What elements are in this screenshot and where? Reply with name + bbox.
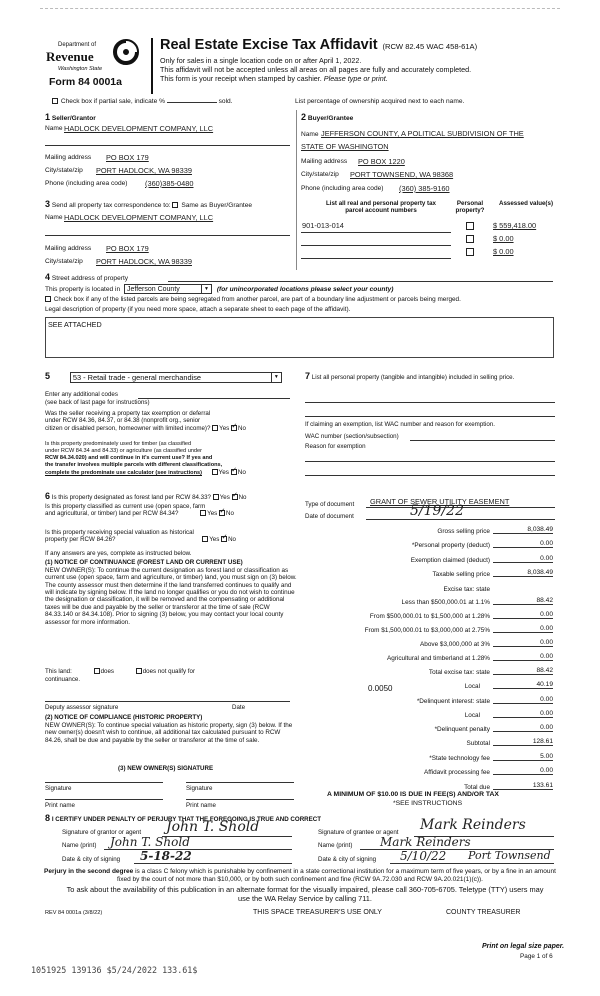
no-label: No [238, 494, 247, 501]
county-select[interactable] [124, 284, 212, 294]
calc-label: *Delinquent interest: state [416, 698, 490, 705]
does-checkbox[interactable] [94, 668, 100, 674]
q2-line1: Is this property predominately used for timber (as classified [45, 441, 192, 447]
street-address-row [45, 272, 128, 282]
sec5-q2 [45, 441, 295, 477]
county-row [45, 284, 393, 294]
buyer-heading [301, 112, 353, 122]
deputy-label: Deputy assessor signature [45, 704, 119, 711]
partial-sale-label: Check box if partial sale, indicate % [60, 98, 165, 105]
grantee-sig-label: Signature of grantee or agent [318, 829, 399, 836]
legal-description-text: SEE ATTACHED [48, 320, 102, 329]
grantor-date-label: Date & city of signing [62, 856, 121, 863]
grantee-signature[interactable]: Mark Reinders [420, 817, 526, 833]
notice-1-body: NEW OWNER(S): To continue the current designation as forest land or classification as current use (open space, farm and agriculture, or timber) land, you must sign on (3) below. The county assessor must then determine if the land transferred continues to qualify and will indicate by signing below. If the land no longer qualifies or you do not wish to continue the designation or classification, it will be removed and the compensating or additional taxes will be due and payable by the seller or transferor at the time of sale (RCW 84.33.140 or 84.34.108). Prior to signing (3) below, you may contact your local county assessor for more information. [45, 567, 297, 626]
continuance-label: continuance. [45, 676, 81, 683]
perjury-bold: Perjury in the second degree [44, 868, 134, 875]
notice-1-heading: (1) NOTICE OF CONTINUANCE (FOREST LAND OR CURRENT USE) [45, 559, 243, 566]
this-land-label: This land: [45, 668, 72, 675]
historic-yes-checkbox[interactable] [202, 536, 208, 542]
calc-label: Gross selling price [437, 528, 490, 535]
signature-label: Signature [45, 785, 72, 792]
grantor-date[interactable]: 5-18-22 [140, 849, 192, 863]
sec5-q1 [45, 410, 295, 432]
corr-name-label: Name [45, 214, 63, 221]
parcel-number[interactable]: 901-013-014 [302, 221, 344, 230]
sec6-q2-line2: and agricultural, or timber) land per RCW 84.34? [45, 510, 179, 518]
sec6-q3-line1: Is this property receiving special valuation as historical [45, 529, 194, 536]
corr-name-field[interactable]: HADLOCK DEVELOPMENT COMPANY, LLC [64, 213, 214, 222]
county-label: This property is located in [45, 285, 121, 293]
calc-label: Taxable selling price [432, 571, 490, 578]
doc-type-field[interactable]: GRANT OF SEWER UTILITY EASEMENT [370, 497, 510, 506]
new-owner-sig-line-1 [45, 782, 163, 783]
doc-type-label: Type of document [305, 501, 355, 508]
personal-property-checkbox[interactable] [466, 248, 474, 256]
reason-line-1 [305, 461, 555, 462]
buyer-mail-field[interactable]: PO BOX 1220 [358, 157, 405, 166]
grantee-date[interactable]: 5/10/22 [400, 849, 447, 863]
new-owner-name-line-2 [186, 799, 294, 800]
corr-mail-field[interactable]: PO BOX 179 [106, 244, 149, 253]
page-number: Page 1 of 6 [520, 953, 553, 960]
corr-city-label: City/state/zip [45, 258, 83, 265]
calc-label: Agricultural and timberland at 1.28% [386, 655, 490, 662]
grantor-name-label: Name (print) [62, 842, 97, 849]
buyer-num: 2 [301, 112, 307, 122]
yes-label: Yes [207, 510, 218, 518]
header-divider [151, 38, 153, 94]
scan-artifact-line [40, 8, 560, 9]
assessed-col-header: Assessed value(s) [499, 200, 553, 207]
calc-label: Affidavit processing fee [424, 769, 490, 776]
calc-value[interactable]: 0.00 [493, 724, 553, 732]
parcel-row [301, 221, 561, 233]
q1-no-checkbox[interactable] [231, 425, 237, 431]
grantee-date-label: Date & city of signing [318, 856, 377, 863]
buyer-city-label: City/state/zip [301, 171, 339, 178]
seller-heading-text: Seller/Grantor [51, 115, 96, 122]
new-owner-name-line-1 [45, 799, 163, 800]
sec6-q3 [45, 529, 295, 544]
county-treasurer: COUNTY TREASURER [446, 909, 521, 916]
calc-label: *Delinquent penalty [434, 726, 490, 733]
q1-line1: Was the seller receiving a property tax exemption or deferral [45, 410, 211, 417]
seller-mail-field[interactable]: PO BOX 179 [106, 153, 149, 162]
minimum-due-note: A MINIMUM OF $10.00 IS DUE IN FEE(S) AND/OR TAX [327, 791, 499, 798]
partial-sale-row [52, 98, 233, 105]
grantor-signature[interactable]: John T. Shold [166, 819, 260, 835]
partial-sale-checkbox[interactable] [52, 98, 58, 104]
grantee-date-line [390, 863, 554, 864]
sec8-num: 8 [45, 813, 51, 823]
q2-line5: complete the predominate use calculator (see instructions) [45, 469, 202, 476]
no-label: No [237, 468, 246, 476]
calc-label: Exemption claimed (deduct) [410, 557, 490, 564]
calc-value[interactable]: 0.00 [493, 639, 553, 647]
calc-label: Excise tax: state [443, 586, 490, 593]
see-instructions: *SEE INSTRUCTIONS [393, 800, 463, 807]
q1-yes-checkbox[interactable] [212, 425, 218, 431]
calc-value[interactable]: 8,038.49 [493, 569, 553, 577]
title-rcw: (RCW 82.45 WAC 458-61A) [382, 42, 478, 51]
chevron-down-icon: ▼ [201, 285, 211, 294]
grantor-date-line [134, 863, 292, 864]
header-note-2: This affidavit will not be accepted unless all areas on all pages are fully and accurately completed. [160, 65, 472, 74]
codes-label: Enter any additional codes [45, 391, 118, 398]
notice-2-body: NEW OWNER(S): To continue special valuation as historic property, sign (3) below. If the new owner(s) doesn't wish to continue, all additional tax calculated pursuant to RCW 84.26, shall be due and payable by the seller or transferor at the time of sale. [45, 722, 293, 744]
calc-value[interactable]: 0.00 [493, 625, 553, 633]
calc-value[interactable]: 0.00 [493, 611, 553, 619]
sec6-num: 6 [45, 491, 51, 501]
calc-value[interactable]: 128.61 [493, 738, 553, 746]
notice-3-heading: (3) NEW OWNER(S) SIGNATURE [118, 765, 214, 772]
land-use-select[interactable] [70, 372, 282, 383]
deputy-line [45, 701, 290, 702]
yes-label: Yes [219, 494, 230, 501]
wac-instruction: If claiming an exemption, list WAC number and reason for exemption. [305, 421, 495, 428]
parcel-row [301, 234, 561, 246]
grantee-city[interactable]: Port Townsend [468, 849, 551, 862]
sec6-q2-line1: Is this property classified as current use (open space, farm [45, 503, 206, 510]
revenue-wordmark: Revenue [46, 49, 94, 64]
q2-yes-checkbox[interactable] [212, 469, 218, 475]
grantor-name-line [104, 849, 292, 850]
buyer-heading-text: Buyer/Grantee [307, 115, 354, 122]
note3-b: Please type or print. [323, 74, 388, 83]
calc-label: Total excise tax: state [428, 669, 490, 676]
corr-mail-label: Mailing address [45, 245, 92, 252]
sec6-q1 [45, 491, 246, 502]
no-label: No [226, 510, 234, 518]
does-not-label: does not qualify for [142, 668, 196, 675]
sec7-body: List all personal property (tangible and intangible) included in selling price. [311, 374, 515, 381]
corr-label: Send all property tax correspondence to: [51, 202, 171, 209]
no-label: No [238, 424, 246, 432]
seller-name-label: Name [45, 125, 63, 132]
yes-label: Yes [209, 536, 220, 544]
no-label: No [228, 536, 236, 544]
yes-label: Yes [218, 468, 229, 476]
sec7-line-1 [305, 402, 555, 403]
calc-value[interactable]: 8,038.49 [493, 526, 553, 534]
same-as-buyer-label: Same as Buyer/Grantee [181, 202, 253, 209]
doc-date-line [366, 519, 555, 520]
parcel-col-header: List all real and personal property tax parcel account numbers [325, 200, 437, 215]
q2-no-checkbox[interactable] [231, 469, 237, 475]
sec6-q3-line2: property per RCW 84.26? [45, 536, 116, 544]
q2-line3: RCW 84.34.020) and will continue in it's current use? If yes and [45, 454, 213, 461]
yes-label: Yes [219, 424, 230, 432]
local-rate: 0.0050 [368, 684, 393, 693]
header-note-1: Only for sales in a single location code on or after April 1, 2022. [160, 56, 362, 65]
cert-text: I CERTIFY UNDER PENALTY OF PERJURY THAT THE FOREGOING IS TRUE AND CORRECT [51, 816, 322, 823]
calc-label: Local [464, 683, 480, 690]
perjury-statement [40, 868, 560, 884]
street-line [168, 281, 553, 282]
signature-label: Signature [186, 785, 213, 792]
column-divider [296, 110, 297, 270]
calc-value[interactable]: 0.00 [493, 767, 553, 775]
wac-number-line [410, 440, 555, 441]
does-not-checkbox[interactable] [136, 668, 142, 674]
header-note-3 [160, 75, 388, 84]
does-label: does [100, 668, 114, 675]
current-use-yes-checkbox[interactable] [200, 510, 206, 516]
seller-num: 1 [45, 112, 51, 122]
sec6-q1-text: Is this property designated as forest land per RCW 84.33? [51, 494, 211, 501]
calc-label: Subtotal [466, 740, 490, 747]
seller-phone-label: Phone (including area code) [45, 180, 128, 187]
form-title [160, 37, 477, 53]
segregate-label: Check box if any of the listed parcels are being segregated from another parcel, are part of a boundary line adjustment or parcels being merged. [53, 296, 461, 303]
current-use-no-checkbox[interactable] [219, 510, 225, 516]
same-as-buyer-checkbox[interactable] [172, 202, 178, 208]
calc-label: From $500,000.01 to $1,500,000 at 1.28% [369, 613, 490, 620]
buyer-name-field-2[interactable]: STATE OF WASHINGTON [301, 142, 389, 151]
historic-no-checkbox[interactable] [221, 536, 227, 542]
corr-num: 3 [45, 199, 51, 209]
calc-label: *Personal property (deduct) [411, 542, 490, 549]
grantee-name[interactable]: Mark Reinders [380, 835, 471, 849]
seller-line-1 [45, 145, 290, 146]
revenue-swirl-icon [112, 38, 140, 66]
personal-col-header: Personal property? [455, 200, 485, 215]
grantor-sig-label: Signature of grantor or agent [62, 829, 142, 836]
buyer-mail-label: Mailing address [301, 158, 348, 165]
calc-value[interactable]: 0.00 [493, 710, 553, 718]
cashier-stamp: 1051925 139136 $5/24/2022 133.61$ [31, 965, 198, 975]
legal-size-note: Print on legal size paper. [482, 943, 565, 950]
assessed-value[interactable]: $ 0.00 [493, 247, 514, 256]
q2-line4: the transfer involves multiple parcels with different classifications, [45, 461, 223, 468]
seller-city-field[interactable]: PORT HADLOCK, WA 98339 [96, 166, 192, 175]
treasurer-use: THIS SPACE TREASURER'S USE ONLY [253, 909, 382, 916]
corr-heading [45, 199, 252, 209]
calc-label: From $1,500,000.01 to $3,000,000 at 2.75% [364, 627, 490, 634]
segregate-row [45, 296, 461, 303]
q1-line2: under RCW 84.36, 84.37, or 84.38 (nonprofit org., senior [45, 417, 201, 425]
buyer-phone-label: Phone (including area code) [301, 185, 384, 192]
calc-value[interactable]: 0.00 [493, 555, 553, 563]
calc-value[interactable]: 88.42 [493, 597, 553, 605]
sec4-num: 4 [45, 272, 51, 282]
county-selected: Jefferson County [126, 286, 180, 293]
sec7-num: 7 [305, 371, 311, 381]
sec5-row [45, 371, 282, 383]
chevron-down-icon: ▼ [271, 373, 281, 382]
doc-date-label: Date of document [305, 513, 354, 520]
calc-label: Less than $500,000.01 at 1.1% [401, 599, 490, 606]
legal-description-box[interactable] [45, 317, 554, 358]
forest-yes-checkbox[interactable] [213, 494, 219, 500]
partial-sold-label: sold. [218, 98, 233, 105]
grantee-name-label: Name (print) [318, 842, 353, 849]
buyer-name-label: Name [301, 131, 319, 138]
calc-value[interactable]: 0.00 [493, 696, 553, 704]
form-number: Form 84 0001a [49, 76, 122, 88]
personal-property-checkbox[interactable] [466, 222, 474, 230]
seller-name-field[interactable]: HADLOCK DEVELOPMENT COMPANY, LLC [64, 124, 214, 133]
list-percentage-note: List percentage of ownership acquired next to each name. [295, 98, 465, 105]
sec5-num: 5 [45, 371, 51, 381]
calc-label: *State technology fee [429, 755, 490, 762]
new-owner-sig-line-2 [186, 782, 294, 783]
sec7-text [305, 371, 555, 382]
print-name-label: Print name [186, 802, 216, 809]
forest-no-checkbox[interactable] [232, 494, 238, 500]
revision: REV 84 0001a (3/8/22) [45, 910, 103, 916]
seller-heading [45, 112, 96, 122]
assessed-value[interactable]: $ 0.00 [493, 234, 514, 243]
codes-note: (see back of last page for instructions) [45, 399, 150, 406]
calc-label: Total due [464, 784, 490, 791]
personal-property-checkbox[interactable] [466, 235, 474, 243]
calc-value[interactable]: 88.42 [493, 667, 553, 675]
calc-value[interactable]: 0.00 [493, 653, 553, 661]
title-text: Real Estate Excise Tax Affidavit [160, 37, 378, 53]
calc-value[interactable]: 133.61 [493, 782, 553, 790]
wac-number-label: WAC number (section/subsection) [305, 433, 399, 440]
buyer-city-field[interactable]: PORT TOWNSEND, WA 98368 [350, 170, 454, 179]
buyer-name-field-1[interactable]: JEFFERSON COUNTY, A POLITICAL SUBDIVISION OF THE [321, 129, 524, 138]
land-qualify-row [45, 668, 195, 675]
seller-phone-field[interactable]: (360)385-0480 [145, 179, 194, 188]
calc-label: Above $3,000,000 at 3% [420, 641, 490, 648]
corr-city-field[interactable]: PORT HADLOCK, WA 98339 [96, 257, 192, 266]
washington-state-text: Washington State [58, 66, 103, 72]
segregate-checkbox[interactable] [45, 296, 51, 302]
buyer-phone-field[interactable]: (360) 385-9160 [399, 184, 450, 193]
reason-line-2 [305, 475, 555, 476]
q1-line3: citizen or disabled person, homeowner with limited income)? [45, 424, 211, 432]
street-label: Street address of property [51, 275, 129, 282]
accessibility-note: To ask about the availability of this publication in an alternate format for the visually impaired, please call 360-705-6705. Teletype (TTY) users may use the WA Relay Service by calling 711. [66, 885, 544, 903]
print-name-label: Print name [45, 802, 75, 809]
sec6-q2 [45, 503, 295, 518]
deputy-date-label: Date [232, 704, 246, 711]
calc-label: Local [464, 712, 480, 719]
assessed-value[interactable]: $ 559,418.00 [493, 221, 537, 230]
county-note: (for unincorporated locations please select your county) [216, 285, 394, 293]
calc-value[interactable]: 40.19 [493, 681, 553, 689]
grantor-name[interactable]: John T. Shold [110, 835, 190, 849]
seller-city-label: City/state/zip [45, 167, 83, 174]
codes-line [138, 398, 290, 399]
sec7-line-2 [305, 416, 555, 417]
perjury-text: is a class C felony which is punishable by confinement in a state correctional institution for a maximum term of five years, or by a fine in an amount fixed by the court of not more than $10,000, or by both such confinement and fine (RCW 9A.72.030 and RCW 9A.20.021(1)(c)). [116, 868, 556, 883]
notice-2-heading: (2) NOTICE OF COMPLIANCE (HISTORIC PROPERTY) [45, 714, 203, 721]
seller-mail-label: Mailing address [45, 154, 92, 161]
q2-line2: under RCW 84.34 and 84.33) or agriculture (as classified under [45, 447, 203, 454]
calc-value[interactable]: 5.00 [493, 753, 553, 761]
note3-a: This form is your receipt when stamped by cashier. [160, 74, 324, 83]
calc-value[interactable]: 0.00 [493, 540, 553, 548]
sec6-instruction: If any answers are yes, complete as instructed below. [45, 550, 192, 557]
parcel-row [301, 247, 561, 259]
corr-line-1 [45, 235, 290, 236]
dept-of-text: Department of [58, 42, 97, 48]
legal-desc-label: Legal description of property (if you need more space, attach a separate sheet to each page of the affidavit). [45, 306, 351, 313]
reason-label: Reason for exemption [305, 443, 366, 450]
land-use-selected: 53 - Retail trade - general merchandise [72, 372, 202, 382]
doc-date-field[interactable]: 5/19/22 [410, 503, 464, 519]
